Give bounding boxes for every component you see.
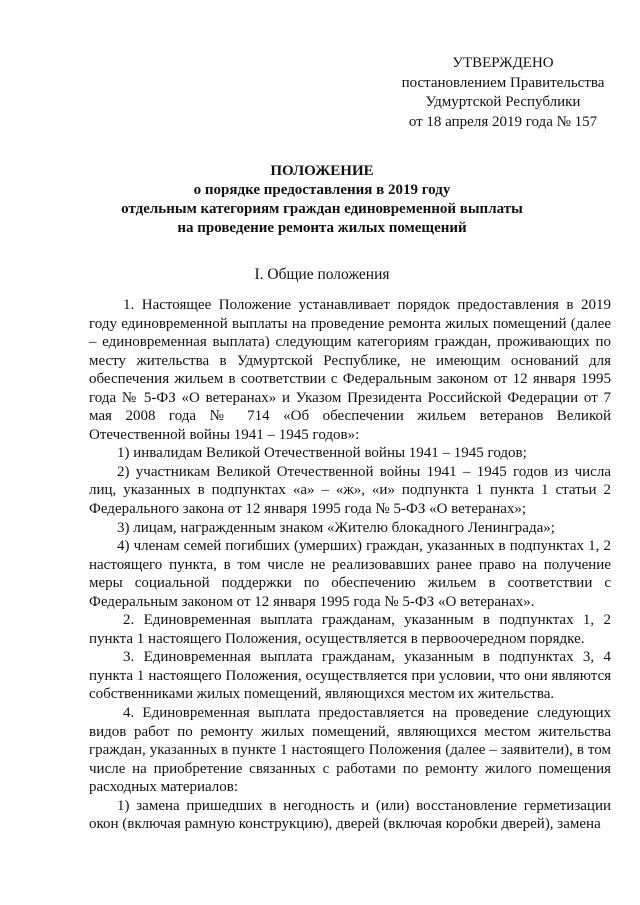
title-line-3: на проведение ремонта жилых помещений [177,220,467,236]
document-title [60,162,584,238]
subitem-1-1: 1) инвалидам Великой Отечественной войны 1941 – 1945 годов; [117,445,527,462]
paragraph-2: 2. Единовременная выплата гражданам, указанным в подпунктах 1, 2 пункта 1 настоящего Положения, осуществляется в первоочередном порядке. [89,612,611,647]
subitem-1-3: 3) лицам, награжденным знаком «Жителю блокадного Ленинграда»; [117,519,555,536]
subitem-1-4: 4) членам семей погибших (умерших) граждан, указанных в подпунктах 1, 2 настоящего пункта, в том числе не реализовавших ранее право на получение меры социальной поддержки по обеспечению жильем в соответствии с Федеральным законом от 12 января 1995 года № 5-ФЗ «О ветеранах». [89,538,611,610]
approval-by-line: постановлением Правительства [401,74,605,91]
document-body [89,296,611,834]
approval-authority: Удмуртской Республики [425,94,581,110]
title-line-1: о порядке предоставления в 2019 году [193,182,451,198]
subitem-4-1: 1) замена пришедших в негодность и (или) восстановление герметизации окон (включая рамную конструкцию), дверей (включая коробки дверей), замена [89,797,611,833]
approval-date-number: от 18 апреля 2019 года № 157 [408,113,598,130]
paragraph-1: 1. Настоящее Положение устанавливает порядок предоставления в 2019 году единовременной выплаты на проведение ремонта жилых помещений (далее – единовременная выплата) следующим категориям граждан, проживающих по месту жительства в Удмуртской Республике, не имеющим оснований для обеспечения жильем в соответствии с Федеральным законом от 12 января 1995 года № 5-ФЗ «О ветеранах» и Указом Президента Российской Федерации от 7 мая 2008 года № 714 «Об обеспечении жильем ветеранов Великой Отечественной войны 1941 – 1945 годов»: [89,297,611,443]
paragraph-4: 4. Единовременная выплата предоставляется на проведение следующих видов работ по ремонту жилых помещений, являющихся местом жительства граждан, указанных в пункте 1 настоящего Положения (далее – заявители), в том числе на приобретение связанных с работами по ремонту жилого помещения расходных материалов: [89,705,611,796]
approval-stamp [398,54,608,132]
approval-status: УТВЕРЖДЕНО [452,55,554,71]
paragraph-3: 3. Единовременная выплата гражданам, указанным в подпунктах 3, 4 пункта 1 настоящего Положения, осуществляется при условии, что они являются собственниками жилых помещений, являющихся местом их жительства. [89,649,611,703]
section-title: I. Общие положения [254,266,390,283]
subitem-1-2: 2) участникам Великой Отечественной войны 1941 – 1945 годов из числа лиц, указанных в подпунктах «а» – «ж», «и» подпункта 1 пункта 1 статьи 2 Федерального закона от 12 января 1995 года № 5-ФЗ «О ветеранах»; [89,463,611,518]
title-line-2: отдельным категориям граждан единовременной выплаты [121,201,523,217]
document-heading: ПОЛОЖЕНИЕ [270,163,374,179]
